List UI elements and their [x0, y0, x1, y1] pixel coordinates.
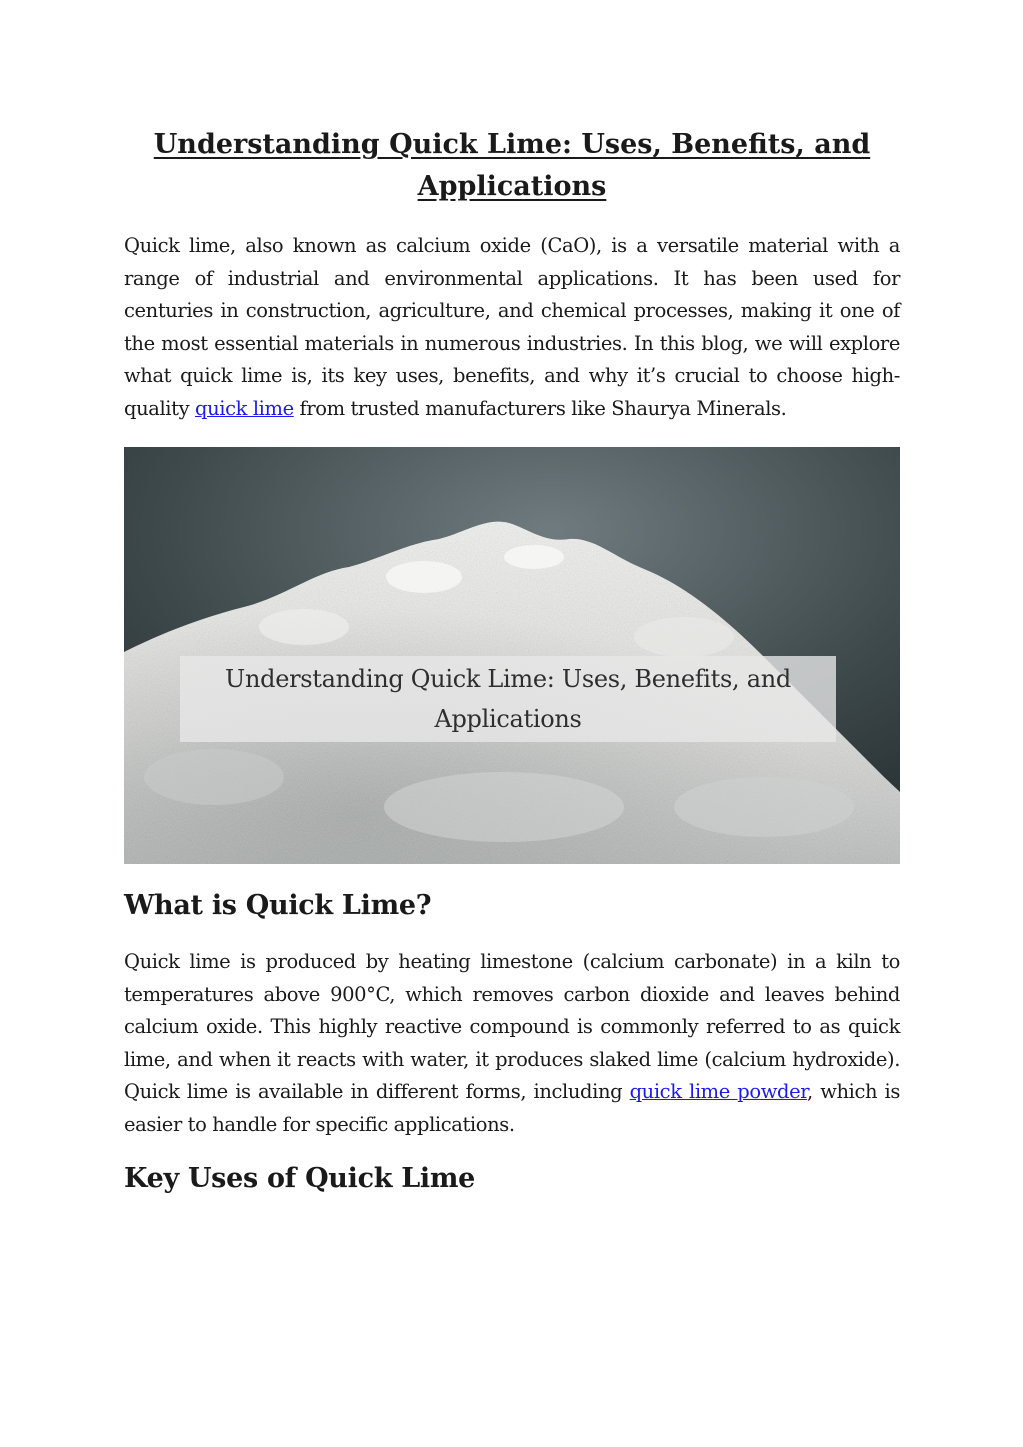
intro-text-end: from trusted manufacturers like Shaurya Minerals. — [293, 396, 787, 420]
hero-overlay-line-1: Understanding Quick Lime: Uses, Benefits, and — [225, 665, 791, 693]
what-is-quick-lime-heading: What is Quick Lime? — [124, 890, 432, 921]
hero-title-overlay — [180, 656, 836, 742]
quick-lime-powder-link[interactable]: quick lime powder — [629, 1080, 808, 1103]
quick-lime-link[interactable]: quick lime — [195, 396, 294, 420]
document-page — [124, 0, 900, 1197]
key-uses-heading: Key Uses of Quick Lime — [124, 1163, 476, 1194]
what-text-start: Quick lime is produced by heating limestone (calcium carbonate) in a kiln to temperatures above 900°C, which removes carbon dioxide and leaves behind calcium oxide. This highly reactive compound is commonly referred to as quick lime, and when it reacts with water, it produces slaked lime (calcium hydroxide). Quick lime is available in different forms, including — [124, 950, 900, 1103]
document-title: Understanding Quick Lime: Uses, Benefits, and Applications — [153, 129, 871, 202]
quick-lime-hero-image — [124, 447, 900, 864]
intro-paragraph — [124, 230, 900, 425]
hero-overlay-line-2: Applications — [434, 705, 582, 733]
what-is-quick-lime-paragraph — [124, 946, 900, 1141]
intro-text-start: Quick lime, also known as calcium oxide (CaO), is a versatile material with a range of industrial and environmental applications. It has been used for centuries in construction, agriculture, and chemical processes, making it one of the most essential materials in numerous industries. In this blog, we will explore what quick lime is, its key uses, benefits, and why it’s crucial to choose high-quality — [124, 234, 900, 420]
what-text-end: , which is easier to handle for specific applications. — [124, 1080, 901, 1136]
